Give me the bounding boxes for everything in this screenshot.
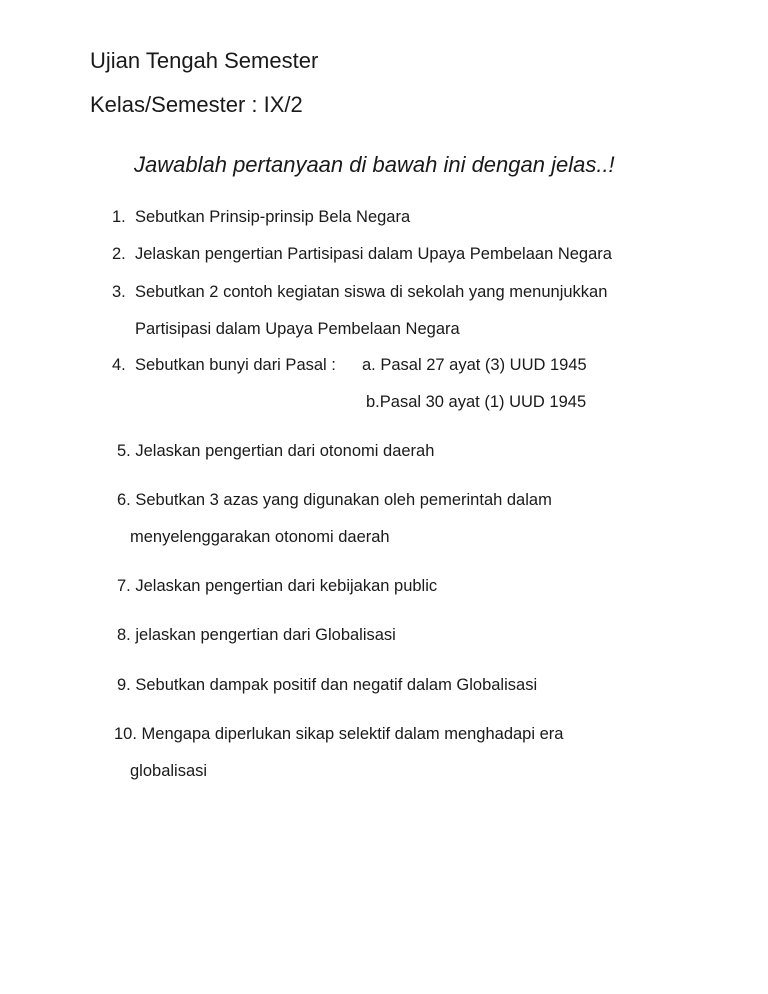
question-number: 6. [117,491,131,509]
question-number: 2. [112,245,126,263]
question-10 [114,725,563,744]
question-3 [112,283,607,302]
question-text: Sebutkan Prinsip-prinsip Bela Negara [135,208,411,226]
question-number: 4. [112,356,126,374]
question-1 [112,208,410,227]
question-4-part-b: b.Pasal 30 ayat (1) UUD 1945 [366,393,587,411]
question-number: 9. [117,676,131,694]
question-text: Sebutkan bunyi dari Pasal : [135,356,336,374]
question-text: Jelaskan pengertian dari kebijakan public [135,577,438,595]
question-text: jelaskan pengertian dari Globalisasi [135,626,396,644]
question-4-part-a: a. Pasal 27 ayat (3) UUD 1945 [362,356,587,374]
question-number: 1. [112,208,126,226]
question-text: Sebutkan 2 contoh kegiatan siswa di sekolah yang menunjukkan [135,283,608,301]
question-text: Mengapa diperlukan sikap selektif dalam menghadapi era [141,725,564,743]
question-10-continuation: globalisasi [130,762,208,780]
question-number: 10. [114,725,137,743]
exam-title: Ujian Tengah Semester [90,48,319,73]
question-text: Sebutkan 3 azas yang digunakan oleh pemerintah dalam [135,491,552,509]
question-number: 7. [117,577,131,595]
question-4 [112,356,336,375]
question-text: Jelaskan pengertian Partisipasi dalam Upaya Pembelaan Negara [135,245,612,263]
question-5 [117,442,434,461]
question-number: 3. [112,283,126,301]
question-9 [117,676,537,695]
question-2 [112,245,612,264]
question-text: Jelaskan pengertian dari otonomi daerah [135,442,435,460]
question-3-continuation: Partisipasi dalam Upaya Pembelaan Negara [135,320,460,338]
question-text: Sebutkan dampak positif dan negatif dalam Globalisasi [135,676,538,694]
question-6-continuation: menyelenggarakan otonomi daerah [130,528,390,546]
question-6 [117,491,552,510]
question-7 [117,577,437,596]
question-number: 8. [117,626,131,644]
question-number: 5. [117,442,131,460]
class-semester: Kelas/Semester : IX/2 [90,92,303,117]
instruction: Jawablah pertanyaan di bawah ini dengan jelas..! [134,152,615,177]
question-8 [117,626,396,645]
